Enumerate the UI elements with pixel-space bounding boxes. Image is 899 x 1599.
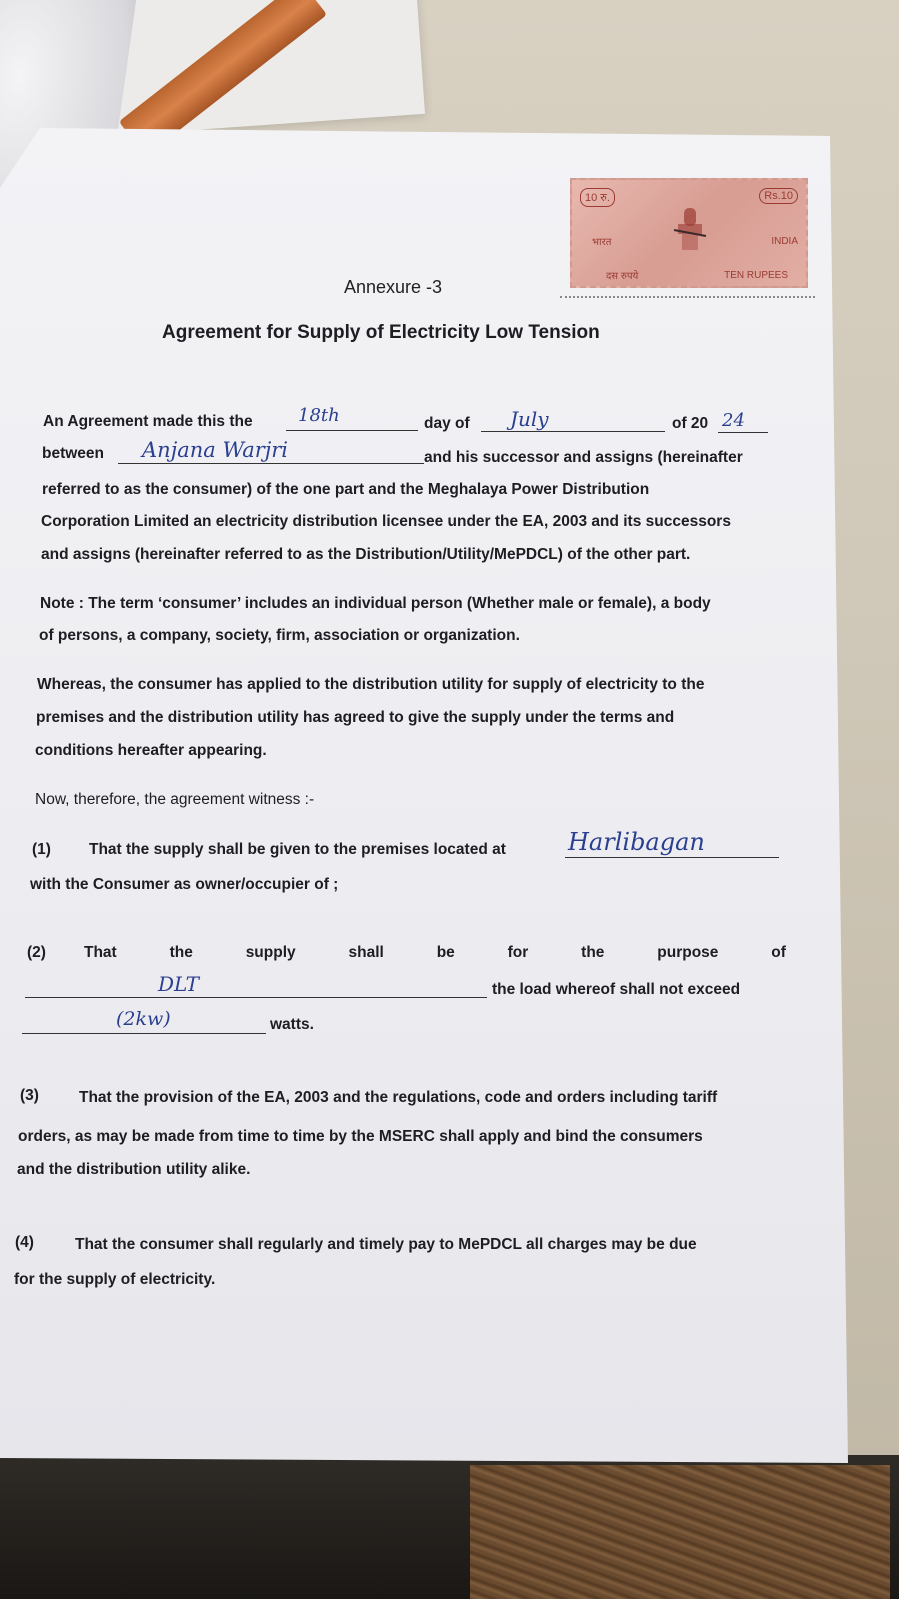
- intro-line-4: Corporation Limited an electricity distribution licensee under the EA, 2003 and its successors: [41, 513, 731, 530]
- clause-3-number: (3): [20, 1087, 39, 1104]
- clause-1-text: That the supply shall be given to the premises located at: [89, 841, 506, 858]
- clause-2-number: (2): [27, 944, 46, 961]
- successor-text: and his successor and assigns (hereinafter: [424, 449, 743, 466]
- clause-2-word: the: [169, 944, 193, 961]
- premises-blank: [565, 857, 779, 858]
- revenue-stamp: [570, 178, 808, 288]
- clause-2-word: purpose: [657, 944, 719, 961]
- clause-2-load-text: the load whereof shall not exceed: [492, 981, 741, 998]
- clause-2-word: of: [771, 944, 786, 961]
- intro-line-3: referred to as the consumer) of the one part and the Meghalaya Power Distribution: [42, 481, 650, 498]
- whereas-line-2: premises and the distribution utility has agreed to give the supply under the terms and: [36, 709, 675, 726]
- handwritten-purpose: DLT: [158, 972, 200, 996]
- clause-3-line-3: and the distribution utility alike.: [17, 1161, 251, 1178]
- purpose-blank: [25, 997, 487, 998]
- clause-2-word: the: [581, 944, 605, 961]
- clause-2-watts: watts.: [270, 1016, 314, 1033]
- consumer-name-blank: [118, 463, 424, 464]
- now-therefore-text: Now, therefore, the agreement witness :-: [35, 791, 315, 808]
- between-label: between: [42, 445, 105, 462]
- ashoka-emblem-icon: [672, 204, 708, 254]
- month-blank: [481, 431, 665, 432]
- clause-2-word: shall: [348, 944, 384, 961]
- intro-line-5: and assigns (hereinafter referred to as the Distribution/Utility/MePDCL) of the other part.: [41, 546, 691, 563]
- stamp-value-left: 10 रु.: [580, 188, 615, 207]
- clause-3-line-1: That the provision of the EA, 2003 and the regulations, code and orders including tariff: [79, 1089, 718, 1106]
- note-line-1: Note : The term ‘consumer’ includes an individual person (Whether male or female), a body: [40, 595, 711, 612]
- made-this-the-label: An Agreement made this the: [43, 413, 253, 430]
- load-blank: [22, 1033, 266, 1034]
- handwritten-load: (2kw): [116, 1008, 171, 1030]
- handwritten-premises: Harlibagan: [568, 828, 705, 856]
- clause-4-line-2: for the supply of electricity.: [14, 1271, 216, 1288]
- clause-1-number: (1): [32, 841, 51, 858]
- clause-2-word: be: [436, 944, 455, 961]
- clause-2-word: That: [84, 944, 117, 961]
- stamp-value-right: Rs.10: [759, 188, 798, 204]
- whereas-line-3: conditions hereafter appearing.: [35, 742, 267, 759]
- handwritten-day: 18th: [298, 405, 340, 426]
- handwritten-consumer-name: Anjana Warjri: [142, 438, 289, 462]
- handwritten-month: July: [510, 407, 549, 431]
- clause-4-number: (4): [15, 1234, 34, 1251]
- stamp-country-hindi: भारत: [592, 237, 612, 248]
- clause-3-line-2: orders, as may be made from time to time by the MSERC shall apply and bind the consumers: [18, 1128, 703, 1145]
- clause-2-word: for: [507, 944, 529, 961]
- note-line-2: of persons, a company, society, firm, association or organization.: [39, 627, 520, 644]
- handwritten-year: 24: [722, 410, 745, 431]
- of-20-label: of 20: [672, 415, 709, 432]
- stamp-perforation: [560, 296, 815, 302]
- stamp-words-english: TEN RUPEES: [724, 270, 788, 281]
- stamp-country-english: INDIA: [771, 236, 798, 247]
- clause-2-word: supply: [245, 944, 296, 961]
- year-blank: [718, 432, 768, 433]
- clause-1-line-2: with the Consumer as owner/occupier of ;: [30, 876, 339, 893]
- day-blank: [286, 430, 418, 431]
- day-of-label: day of: [424, 415, 470, 432]
- annexure-heading: Annexure -3: [344, 277, 443, 297]
- stamp-words-hindi: दस रुपये: [606, 271, 639, 282]
- clause-2-line-1: [84, 944, 786, 962]
- whereas-line-1: Whereas, the consumer has applied to the distribution utility for supply of electricity to the: [37, 676, 705, 693]
- page-title: Agreement for Supply of Electricity Low Tension: [162, 322, 600, 343]
- clause-4-line-1: That the consumer shall regularly and timely pay to MePDCL all charges may be due: [75, 1236, 697, 1253]
